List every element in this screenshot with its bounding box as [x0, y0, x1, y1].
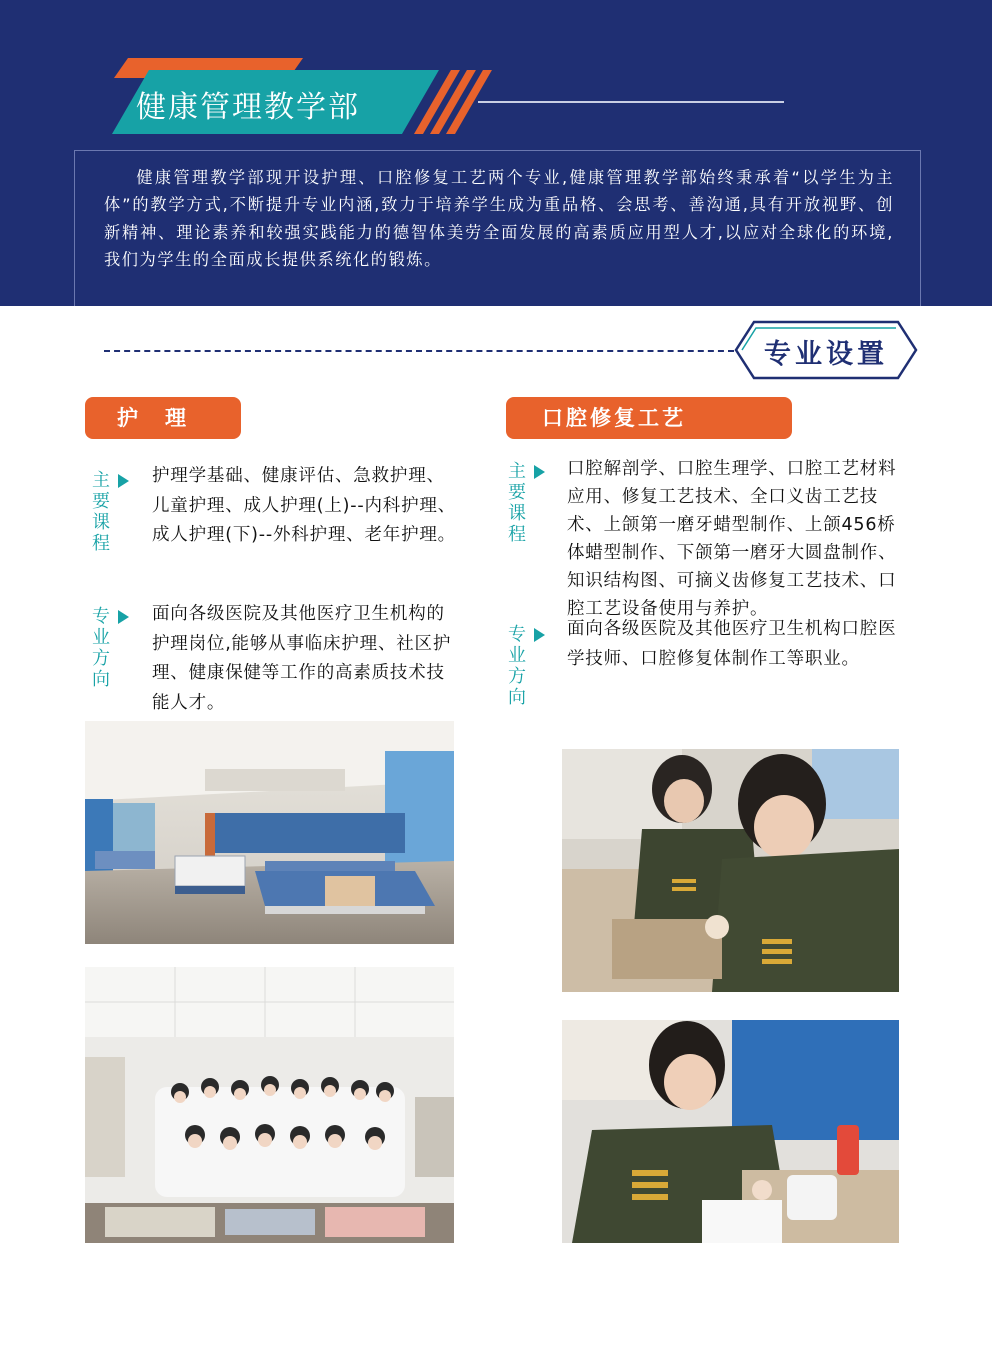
label-text: 主要课程 — [92, 470, 110, 554]
title-divider-line — [478, 101, 784, 103]
nursing-title-pill: 护 理 — [85, 397, 241, 439]
nursing-courses-text: 护理学基础、健康评估、急救护理、儿童护理、成人护理(上)--内科护理、成人护理(下)--外科护理、老年护理。 — [152, 466, 456, 545]
dental-direction-text: 面向各级医院及其他医疗卫生机构口腔医学技师、口腔修复体制作工等职业。 — [567, 619, 897, 669]
nursing-direction-text: 面向各级医院及其他医疗卫生机构的护理岗位,能够从事临床护理、社区护理、健康保健等工作的高素质技术技能人才。 — [152, 604, 452, 713]
dental-carving-photo — [562, 1020, 899, 1243]
arrow-right-icon — [118, 474, 129, 488]
nursing-ward-photo — [85, 721, 454, 944]
dental-courses-text: 口腔解剖学、口腔生理学、口腔工艺材料应用、修复工艺技术、全口义齿工艺技术、上颌第一磨牙蜡型制作、上颌456桥体蜡型制作、下颌第一磨牙大圆盘制作、知识结构图、可摘义齿修复工艺技术、口腔工艺设备使用与养护。 — [567, 459, 897, 619]
section-heading: 专业设置 — [764, 339, 888, 370]
intro-paragraph: 健康管理教学部现开设护理、口腔修复工艺两个专业,健康管理教学部始终秉承着“以学生为主体”的教学方式,不断提升专业内涵,致力于培养学生成为重品格、会思考、善沟通,具有开放视野、创新精神、理论素养和较强实践能力的德智体美劳全面发展的高素质应用型人才,以应对全球化的环境,我们为学生的全面成长提供系统化的锻炼。 — [104, 168, 894, 269]
arrow-right-icon — [534, 465, 545, 479]
department-title-banner — [100, 58, 480, 138]
section-dashed-line — [104, 350, 734, 352]
arrow-right-icon — [534, 628, 545, 642]
label-text: 主要课程 — [508, 461, 526, 545]
department-title: 健康管理教学部 — [136, 90, 360, 125]
dental-practice-photo — [562, 749, 899, 992]
arrow-right-icon — [118, 610, 129, 624]
label-text: 专业方向 — [92, 606, 110, 690]
section-heading-badge — [734, 320, 918, 380]
nursing-group-photo — [85, 967, 454, 1243]
label-text: 专业方向 — [508, 624, 526, 708]
dental-title-pill: 口腔修复工艺 — [506, 397, 792, 439]
